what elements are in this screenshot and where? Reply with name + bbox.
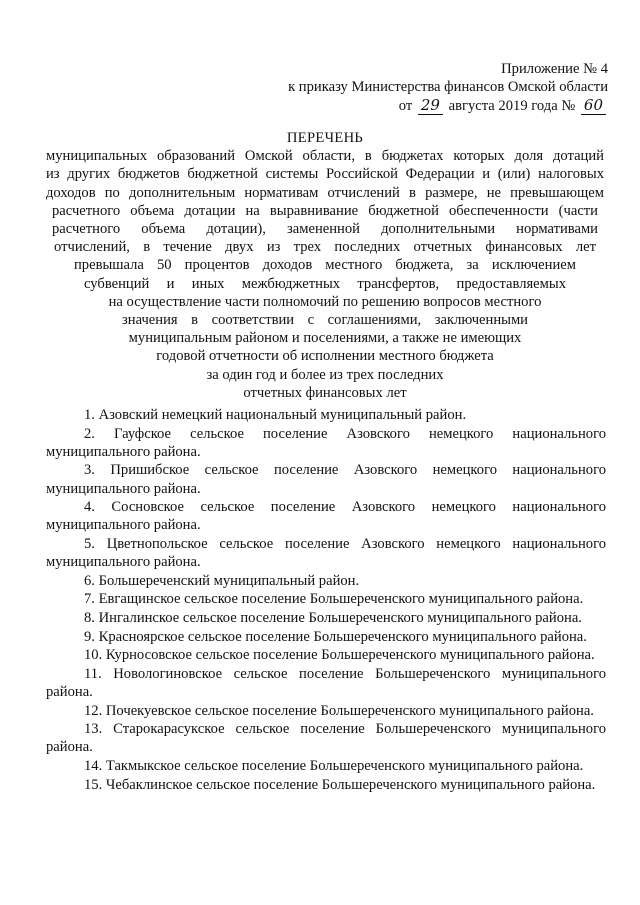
list-item: 12. Почекуевское сельское поселение Большереченского муниципального района. bbox=[84, 702, 594, 719]
date-rest: августа 2019 года № bbox=[448, 98, 576, 114]
handwritten-order-number: 60 bbox=[581, 96, 606, 115]
title-line: за один год и более из трех последних bbox=[206, 366, 444, 383]
document-title bbox=[46, 129, 604, 402]
title-line: отчислений, в течение двух из трех последних отчетных финансовых лет bbox=[54, 239, 596, 256]
title-line: отчетных финансовых лет bbox=[243, 384, 407, 401]
title-line: субвенций и иных межбюджетных трансфертов, предоставляемых bbox=[84, 275, 566, 292]
title-line: превышала 50 процентов доходов местного бюджета, за исключением bbox=[74, 257, 576, 274]
list-item: 7. Евгащинское сельское поселение Большереченского муниципального района. bbox=[84, 591, 584, 608]
title-line: муниципальным районом и поселениями, а также не имеющих bbox=[128, 330, 522, 347]
list-item: 1. Азовский немецкий национальный муниципальный район. bbox=[84, 407, 467, 423]
appendix-number: Приложение № 4 bbox=[501, 61, 608, 77]
list-item: 11. Новологиновское сельское поселение Большереченского муниципального района. bbox=[46, 665, 606, 700]
title-line: годовой отчетности об исполнении местного бюджета bbox=[156, 348, 494, 365]
list-item: 2. Гауфское сельское поселение Азовского немецкого национального муниципального района. bbox=[46, 425, 606, 460]
list-item: 8. Ингалинское сельское поселение Большереченского муниципального района. bbox=[84, 609, 582, 626]
order-reference: к приказу Министерства финансов Омской области bbox=[288, 79, 608, 95]
list-item: 5. Цветнопольское сельское поселение Азовского немецкого национального муниципального района. bbox=[46, 535, 606, 571]
list-item: 14. Такмыкское сельское поселение Большереченского муниципального района. bbox=[84, 757, 584, 774]
appendix-header bbox=[288, 60, 608, 115]
handwritten-day: 29 bbox=[418, 96, 443, 115]
list-item: 10. Курносовское сельское поселение Большереченского муниципального района. bbox=[84, 647, 595, 664]
title-line: расчетного объема дотации на выравнивание бюджетной обеспеченности (части bbox=[52, 202, 598, 219]
list-item: 15. Чебаклинское сельское поселение Большереченского муниципального района. bbox=[84, 776, 596, 793]
title-heading: ПЕРЕЧЕНЬ bbox=[286, 130, 364, 146]
list-item: 6. Большереченский муниципальный район. bbox=[84, 572, 360, 589]
title-line: расчетного объема дотации), замененной дополнительными нормативами bbox=[52, 221, 598, 238]
municipality-list bbox=[46, 406, 606, 794]
title-line: муниципальных образований Омской области, в бюджетах которых доля дотаций bbox=[46, 148, 604, 165]
title-line: из других бюджетов бюджетной системы Российской Федерации и (или) налоговых bbox=[46, 166, 604, 183]
list-item: 4. Сосновское сельское поселение Азовского немецкого национального муниципального района. bbox=[46, 499, 606, 534]
list-item: 9. Красноярское сельское поселение Большереченского муниципального района. bbox=[84, 628, 587, 645]
title-line: доходов по дополнительным нормативам отчислений в размере, не превышающем bbox=[46, 184, 604, 201]
order-date-line bbox=[288, 96, 608, 115]
list-item: 13. Старокарасукское сельское поселение Большереченского муниципального района. bbox=[46, 721, 606, 756]
title-line: значения в соответствии с соглашениями, заключенными bbox=[122, 312, 528, 329]
list-item: 3. Пришибское сельское поселение Азовского немецкого национального муниципального района. bbox=[46, 462, 606, 497]
date-prefix: от bbox=[398, 98, 413, 114]
title-line: на осуществление части полномочий по решению вопросов местного bbox=[108, 293, 542, 310]
